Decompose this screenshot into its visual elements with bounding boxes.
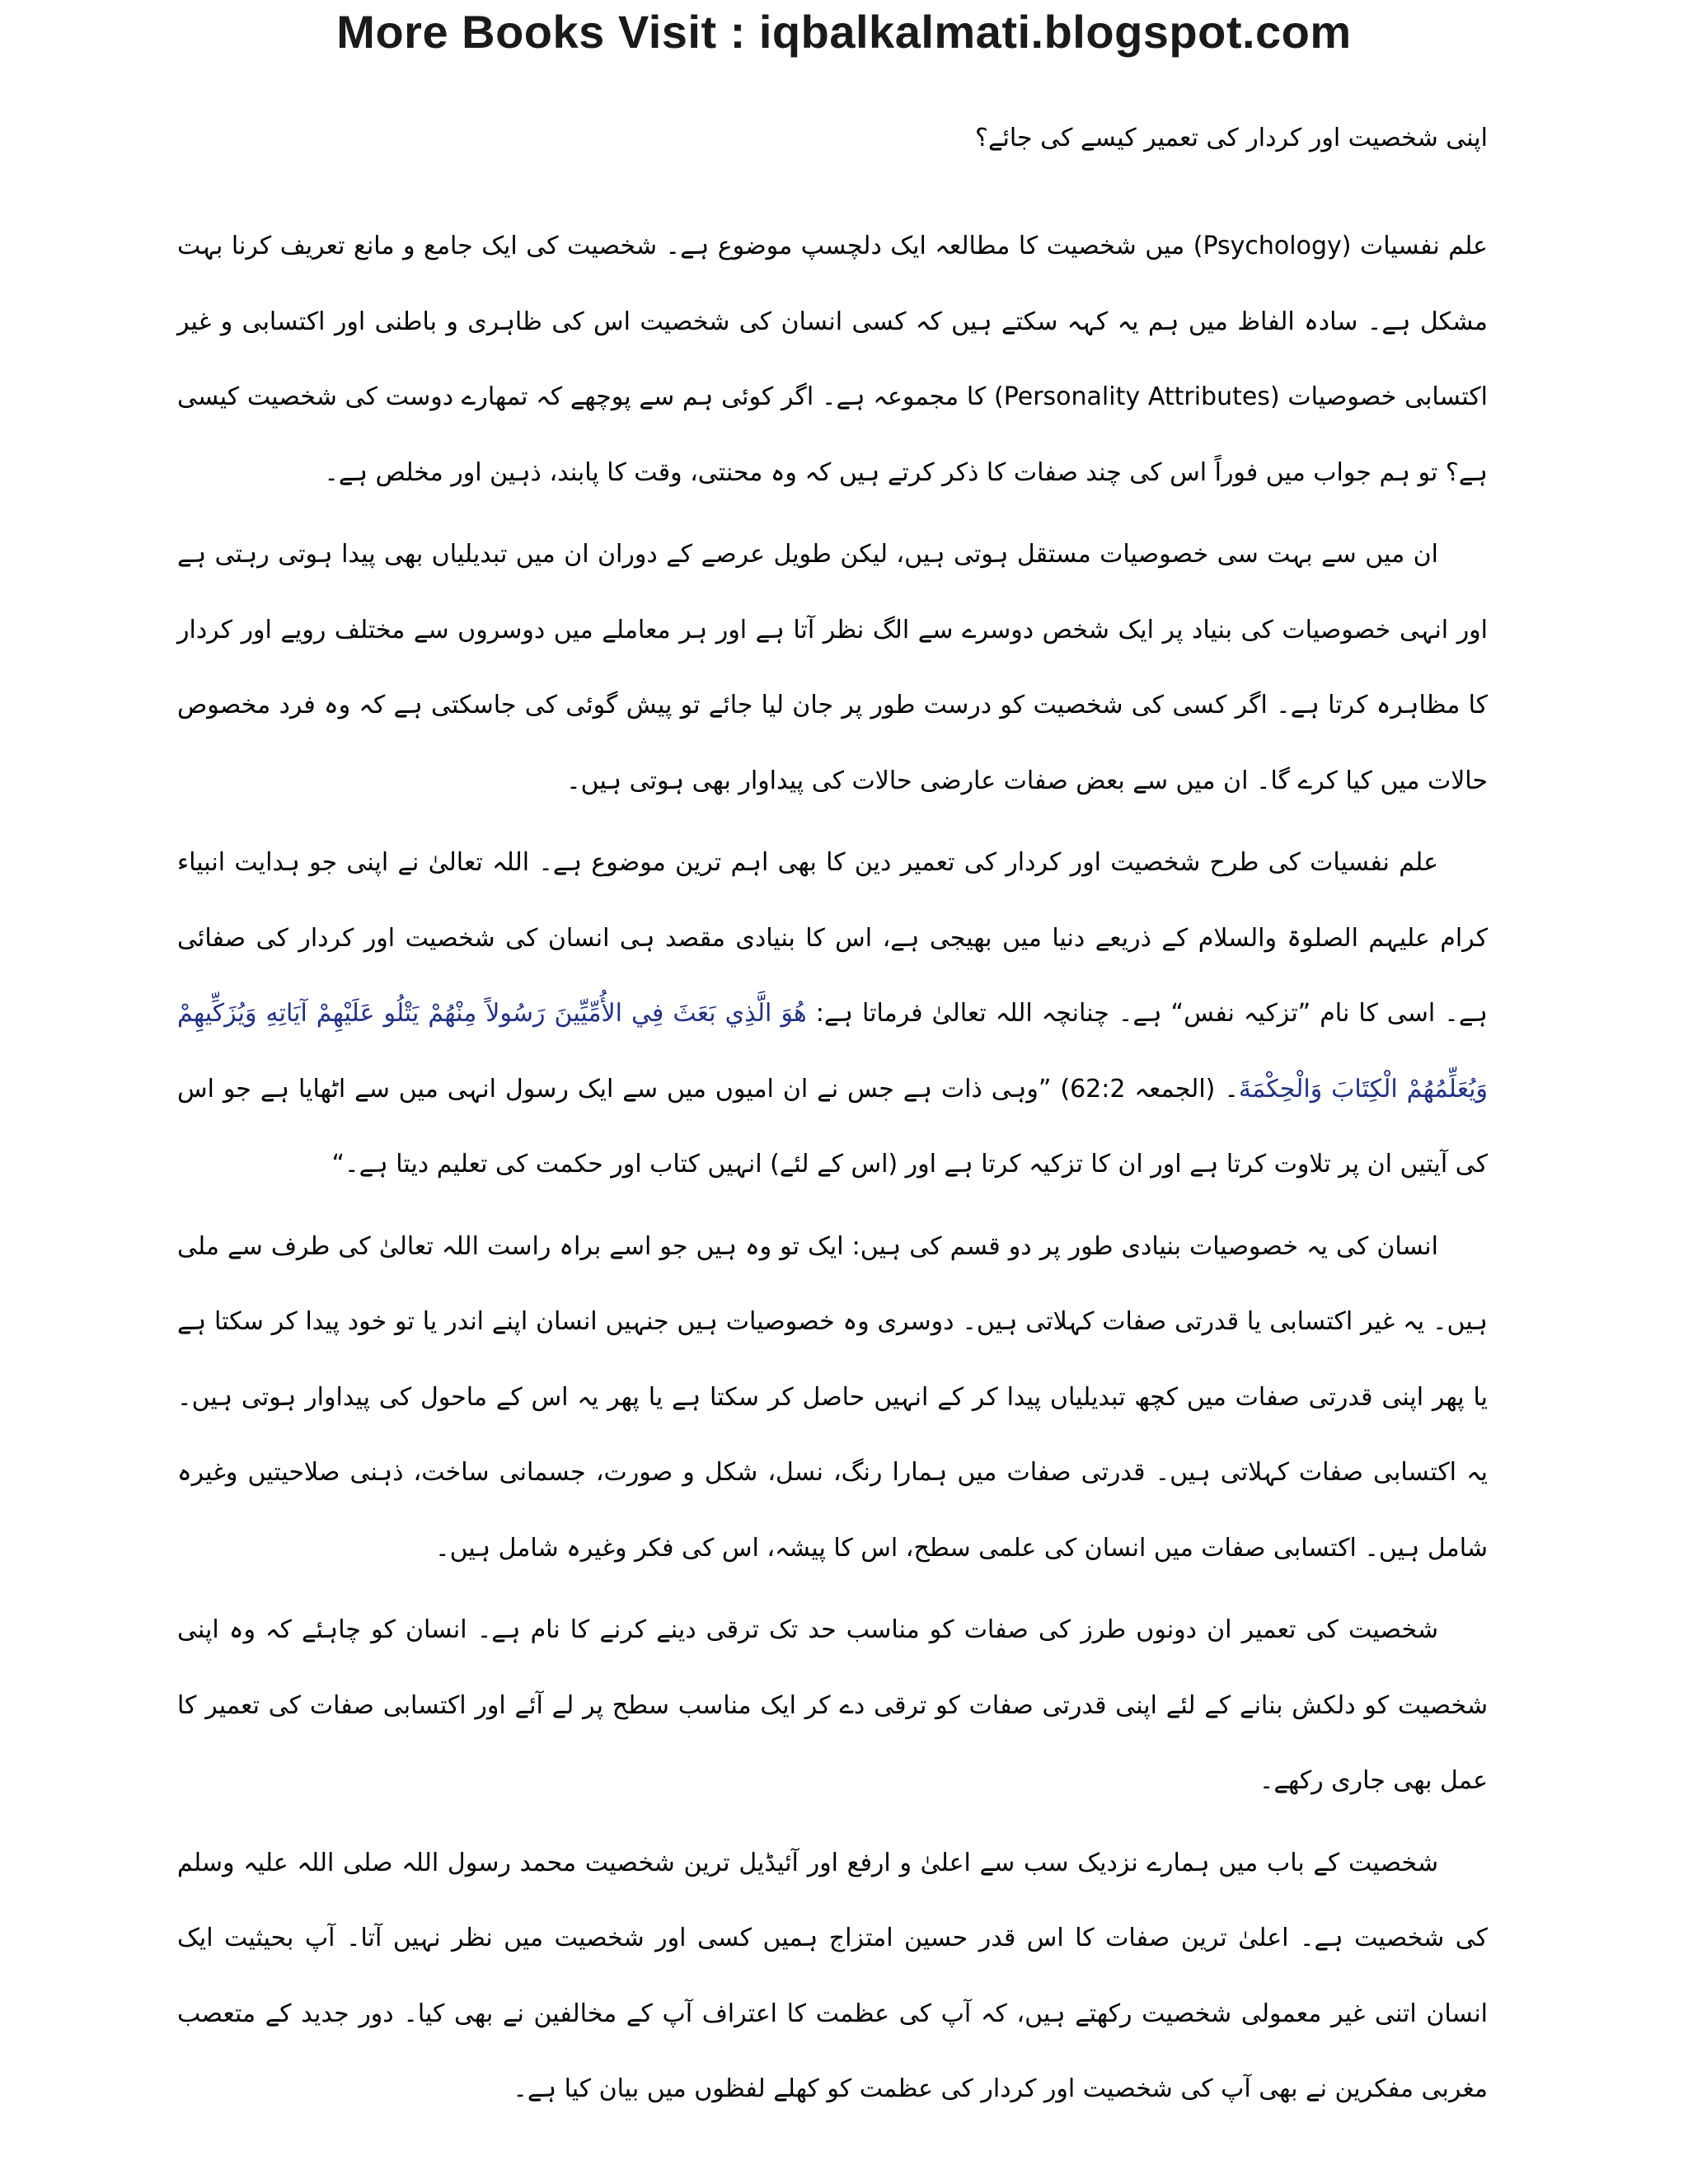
paragraph-3-intro: علم نفسیات کی طرح شخصیت اور کردار کی تعمیر دین کا بھی اہم ترین موضوع ہے۔ اللہ تعالیٰ نے اپنی جو ہدایت انبیاء کرام علیہم الصلوۃ والسلام کے ذریعے دنیا میں بھیجی ہے، اس کا بنیادی مقصد ہی انسان کی شخصیت اور کردار کی صفائی ہے۔ اسی کا نام ”تزکیہ نفس“ ہے۔ چنانچہ اللہ تعالیٰ فرماتا ہے: (177, 848, 1488, 1028)
article-title: اپنی شخصیت اور کردار کی تعمیر کیسے کی جائے؟ (975, 124, 1488, 152)
paragraph-5: شخصیت کی تعمیر ان دونوں طرز کی صفات کو مناسب حد تک ترقی دینے کرنے کا نام ہے۔ انسان کو چاہئے کہ وہ اپنی شخصیت کو دلکش بنانے کے لئے اپنی قدرتی صفات کو ترقی دے کر ایک مناسب سطح پر لے آئے اور اکتسابی صفات کی تعمیر کا عمل بھی جاری رکھے۔ (177, 1615, 1488, 1795)
site-banner: More Books Visit : iqbalkalmati.blogspot.com (336, 6, 1352, 58)
quran-verse: هُوَ الَّذِي بَعَثَ فِي الأُمِّيِّينَ رَسُولاً مِنْهُمْ يَتْلُو عَلَيْهِمْ آيَاتِهِ وَيُزَكِّيهِمْ وَيُعَلِّمُهُمْ الْكِتَابَ وَالْحِكْمَةَ (177, 999, 1489, 1104)
article-body (177, 114, 1488, 2134)
paragraph-6: شخصیت کے باب میں ہمارے نزدیک سب سے اعلیٰ و ارفع اور آئیڈیل ترین شخصیت محمد رسول اللہ صلی اللہ علیہ وسلم کی شخصیت ہے۔ اعلیٰ ترین صفات کا اس قدر حسین امتزاج ہمیں کسی اور شخصیت میں نظر نہیں آتا۔ آپ بحیثیت ایک انسان اتنی غیر معمولی شخصیت رکھتے ہیں، کہ آپ کی عظمت کا اعتراف آپ کے مخالفین نے بھی کیا۔ دور جدید کے متعصب مغربی مفکرین نے بھی آپ کی شخصیت اور کردار کی عظمت کو کھلے لفظوں میں بیان کیا ہے۔ (177, 1848, 1488, 2103)
paragraph-4: انسان کی یہ خصوصیات بنیادی طور پر دو قسم کی ہیں: ایک تو وہ ہیں جو اسے براہ راست اللہ تعالیٰ کی طرف سے ملی ہیں۔ یہ غیر اکتسابی یا قدرتی صفات کہلاتی ہیں۔ دوسری وہ خصوصیات ہیں جنہیں انسان اپنے اندر یا تو خود پیدا کر سکتا ہے یا پھر اپنی قدرتی صفات میں کچھ تبدیلیاں پیدا کر کے انہیں حاصل کر سکتا ہے یا پھر یہ اس کے ماحول کی پیداوار ہوتی ہیں۔ یہ اکتسابی صفات کہلاتی ہیں۔ قدرتی صفات میں ہمارا رنگ، نسل، شکل و صورت، جسمانی ساخت، ذہنی صلاحیتیں وغیرہ شامل ہیں۔ اکتسابی صفات میں انسان کی علمی سطح، اس کا پیشہ، اس کی فکر وغیرہ شامل ہیں۔ (177, 1231, 1488, 1563)
paragraph-3 (177, 825, 1488, 1202)
paragraph-1: علم نفسیات (Psychology) میں شخصیت کا مطالعہ ایک دلچسپ موضوع ہے۔ شخصیت کی ایک جامع و مانع تعریف کرنا بہت مشکل ہے۔ سادہ الفاظ میں ہم یہ کہہ سکتے ہیں کہ کسی انسان کی شخصیت اس کی ظاہری و باطنی اور اکتسابی و غیر اکتسابی خصوصیات (Personality Attributes) کا مجموعہ ہے۔ اگر کوئی ہم سے پوچھے کہ تمھارے دوست کی شخصیت کیسی ہے؟ تو ہم جواب میں فوراً اس کی چند صفات کا ذکر کرتے ہیں کہ وہ محنتی، وقت کا پابند، ذہین اور مخلص ہے۔ (177, 232, 1489, 487)
paragraph-3-translation: ۔ (الجمعہ 62:2) ”وہی ذات ہے جس نے ان امیوں میں سے ایک رسول انہی میں سے اٹھایا ہے جو اس کی آیتیں ان پر تلاوت کرتا ہے اور ان کا تزکیہ کرتا ہے اور (اس کے لئے) انہیں کتاب اور حکمت کی تعلیم دیتا ہے۔“ (177, 1074, 1488, 1179)
paragraph-2: ان میں سے بہت سی خصوصیات مستقل ہوتی ہیں، لیکن طویل عرصے کے دوران ان میں تبدیلیاں بھی پیدا ہوتی رہتی ہے اور انہی خصوصیات کی بنیاد پر ایک شخص دوسرے سے الگ نظر آتا ہے اور ہر معاملے میں دوسروں سے مختلف رویے اور کردار کا مظاہرہ کرتا ہے۔ اگر کسی کی شخصیت کو درست طور پر جان لیا جائے تو پیش گوئی کی جاسکتی ہے کہ وہ فرد مخصوص حالات میں کیا کرے گا۔ ان میں سے بعض صفات عارضی حالات کی پیداوار بھی ہوتی ہیں۔ (177, 540, 1488, 795)
